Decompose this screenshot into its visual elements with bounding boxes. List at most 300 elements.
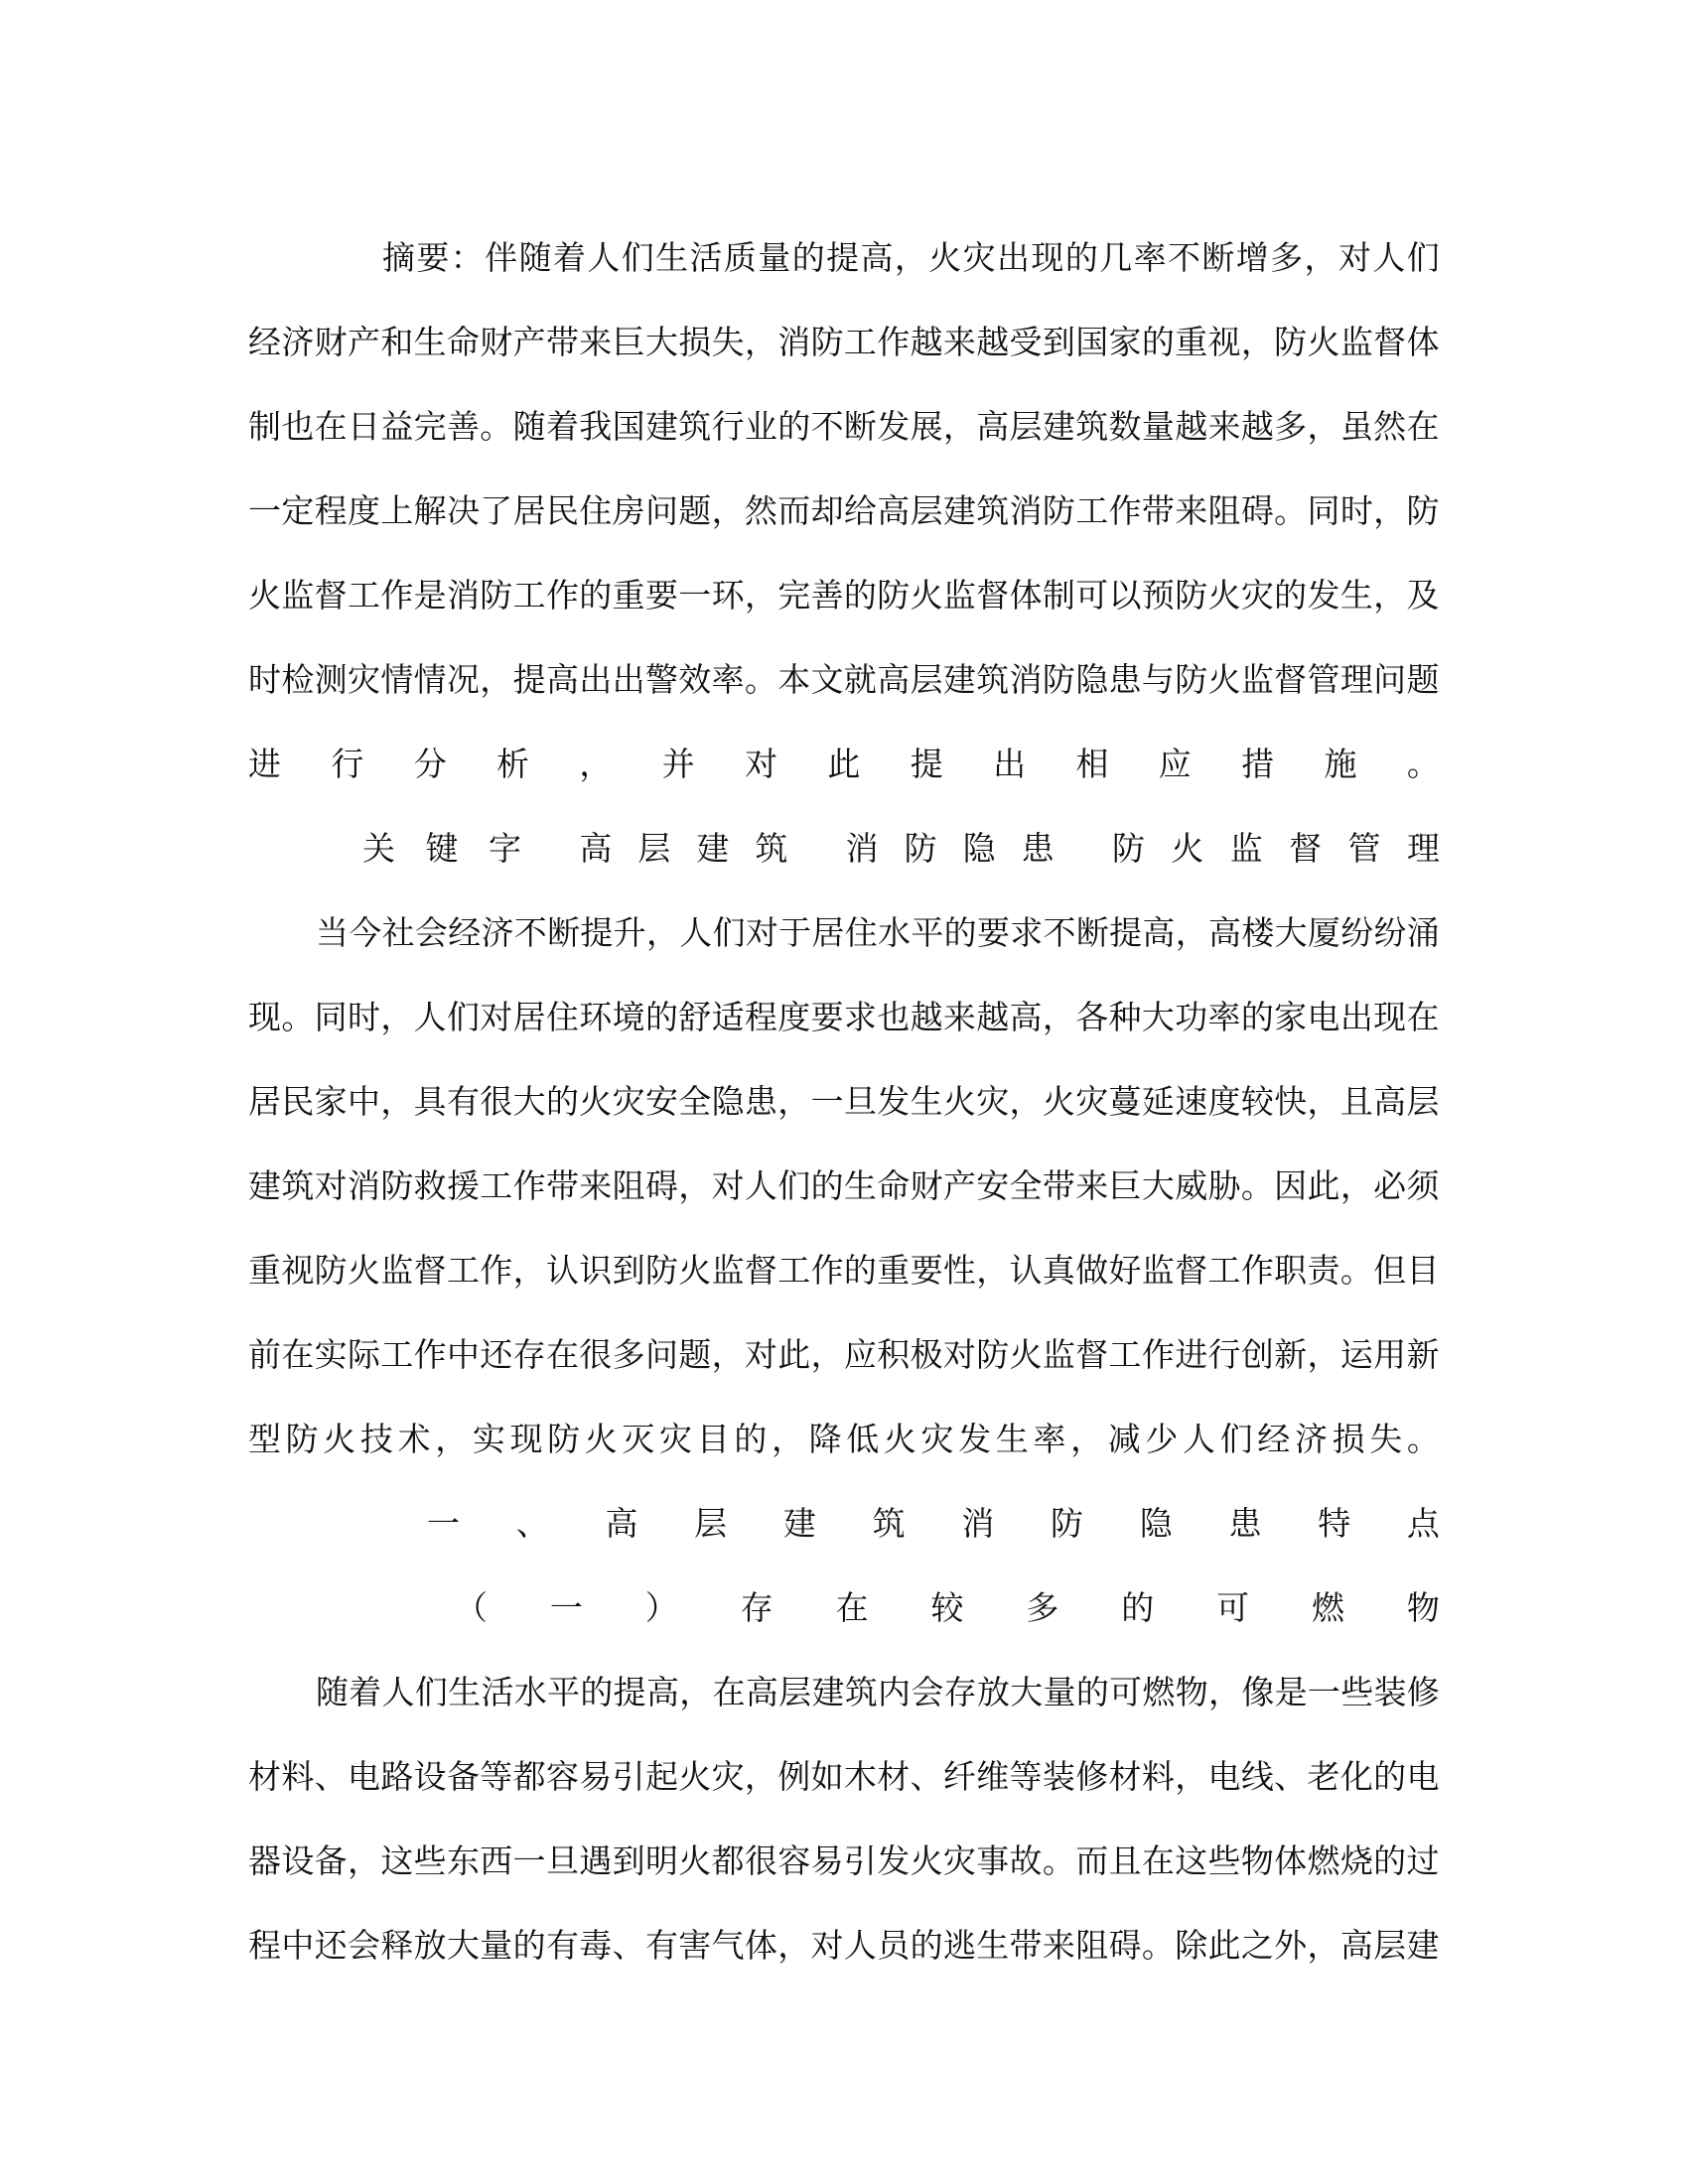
glyph: 灾 — [612, 1082, 645, 1121]
abstract-line — [248, 735, 1440, 794]
glyph: 好 — [1108, 1251, 1142, 1290]
glyph: 但 — [1373, 1251, 1407, 1290]
glyph: 工 — [512, 576, 546, 614]
glyph: 纤 — [942, 1757, 976, 1796]
glyph: 很 — [579, 1335, 613, 1374]
glyph: 一 — [427, 1504, 460, 1543]
glyph: 此 — [777, 1335, 811, 1374]
glyph: 筑 — [281, 1166, 315, 1205]
glyph: 要 — [416, 238, 450, 277]
glyph: 提 — [613, 1673, 646, 1711]
glyph: 的 — [734, 1420, 768, 1458]
glyph: 涌 — [1406, 913, 1440, 952]
glyph: 人 — [587, 238, 621, 277]
glyph: ， — [942, 407, 976, 446]
glyph: 快 — [1274, 1082, 1308, 1121]
glyph: 消 — [1009, 491, 1043, 530]
glyph: 员 — [877, 1926, 911, 1965]
glyph: 济 — [281, 323, 315, 361]
glyph: 筑 — [678, 407, 712, 446]
glyph: 防 — [380, 1166, 414, 1205]
glyph: 患 — [1021, 829, 1055, 868]
glyph: 发 — [1307, 576, 1340, 614]
glyph: 随 — [316, 1673, 349, 1711]
glyph: 设 — [413, 1757, 447, 1796]
glyph: 环 — [579, 998, 613, 1036]
glyph: 对 — [745, 745, 778, 783]
glyph: （ — [455, 1588, 488, 1627]
glyph: 财 — [910, 1166, 943, 1205]
glyph: 活 — [481, 1673, 514, 1711]
glyph: 装 — [1042, 1757, 1075, 1796]
glyph: 建 — [942, 491, 976, 530]
glyph: 重 — [248, 1251, 281, 1290]
glyph: 监 — [942, 576, 976, 614]
glyph: 楼 — [1241, 913, 1275, 952]
glyph: 、 — [910, 1757, 943, 1796]
glyph: 量 — [1141, 407, 1175, 446]
glyph: 人 — [1183, 1420, 1216, 1458]
glyph: 的 — [910, 1926, 943, 1965]
glyph: ， — [678, 1166, 712, 1205]
glyph: 消 — [1009, 660, 1043, 699]
glyph: 一 — [678, 576, 712, 614]
glyph: 多 — [1270, 238, 1304, 277]
glyph: 防 — [1111, 829, 1145, 868]
glyph: 的 — [843, 1251, 877, 1290]
glyph: 材 — [248, 1757, 281, 1796]
glyph: 消 — [347, 1166, 380, 1205]
glyph: 视 — [281, 1251, 315, 1290]
glyph: 字 — [489, 829, 521, 868]
glyph: ， — [1070, 1420, 1104, 1458]
glyph: 有 — [446, 1082, 480, 1121]
glyph: 产 — [347, 323, 380, 361]
glyph: 的 — [943, 913, 977, 952]
glyph: ， — [512, 1251, 546, 1290]
glyph: 创 — [1240, 1335, 1274, 1374]
glyph: 人 — [744, 1166, 777, 1205]
glyph: 工 — [1108, 1335, 1142, 1374]
glyph: 住 — [545, 998, 579, 1036]
intro-line — [248, 988, 1440, 1047]
intro-line — [248, 1072, 1440, 1132]
glyph: 一 — [810, 1082, 844, 1121]
glyph: 一 — [549, 1588, 583, 1627]
glyph: 一 — [1307, 1673, 1340, 1711]
glyph: 的 — [512, 1926, 546, 1965]
glyph: ， — [1175, 1757, 1208, 1796]
glyph: 重 — [1175, 323, 1208, 361]
glyph: 出 — [997, 238, 1031, 277]
glyph: 火 — [1207, 576, 1241, 614]
glyph: 度 — [347, 491, 380, 530]
glyph: 威 — [1175, 1166, 1208, 1205]
glyph: 高 — [860, 238, 894, 277]
glyph: 低 — [846, 1420, 880, 1458]
intro-line — [248, 1157, 1440, 1216]
glyph: 胁 — [1207, 1166, 1241, 1205]
glyph: 文 — [810, 660, 844, 699]
glyph: 量 — [758, 238, 791, 277]
glyph: 建 — [1042, 407, 1075, 446]
glyph: 备 — [446, 1757, 480, 1796]
glyph: 建 — [696, 829, 730, 868]
glyph: 工 — [480, 1166, 513, 1205]
glyph: 居 — [512, 491, 546, 530]
glyph: 筑 — [1075, 407, 1109, 446]
glyph: 题 — [1406, 660, 1440, 699]
glyph: 较 — [930, 1588, 964, 1627]
glyph: 人 — [413, 998, 447, 1036]
glyph: 命 — [877, 1166, 911, 1205]
glyph: 水 — [513, 1673, 547, 1711]
glyph: 防 — [976, 1335, 1010, 1374]
glyph: 建 — [811, 1673, 845, 1711]
glyph: 纷 — [1373, 913, 1407, 952]
glyph: 也 — [877, 998, 911, 1036]
glyph: 、 — [515, 1504, 549, 1543]
glyph: 带 — [1141, 491, 1175, 530]
glyph: 高 — [1373, 1082, 1407, 1121]
glyph: 少 — [1145, 1420, 1179, 1458]
glyph: 防 — [1051, 1504, 1084, 1543]
glyph: 善 — [810, 576, 844, 614]
glyph: ， — [1304, 238, 1337, 277]
glyph: 重 — [612, 576, 645, 614]
glyph: 过 — [1406, 1842, 1440, 1880]
glyph: 此 — [827, 745, 861, 783]
glyph: 防 — [1406, 491, 1440, 530]
glyph: 防 — [1175, 576, 1208, 614]
glyph: 速 — [1175, 1082, 1208, 1121]
glyph: 是 — [413, 576, 447, 614]
glyph: 不 — [810, 407, 844, 446]
glyph: 火 — [579, 1082, 613, 1121]
glyph: 作 — [877, 323, 911, 361]
glyph: 并 — [661, 745, 695, 783]
glyph: 国 — [1075, 323, 1109, 361]
glyph: 性 — [942, 1251, 976, 1290]
glyph: ， — [1307, 407, 1340, 446]
glyph: 程 — [314, 491, 348, 530]
glyph: 种 — [1108, 998, 1142, 1036]
glyph: 像 — [1241, 1673, 1275, 1711]
glyph: 们 — [621, 238, 654, 277]
glyph: 高 — [1208, 913, 1242, 952]
glyph: 在 — [1141, 1842, 1175, 1880]
glyph: 来 — [1042, 1926, 1075, 1965]
keyword — [846, 819, 1055, 879]
glyph: 会 — [414, 913, 448, 952]
glyph: 虽 — [1339, 407, 1373, 446]
glyph: 易 — [810, 1842, 844, 1880]
glyph: 因 — [1274, 1166, 1308, 1205]
glyph: 都 — [512, 1757, 546, 1796]
glyph: 居 — [811, 913, 845, 952]
glyph: 提 — [1109, 913, 1143, 952]
glyph: 目 — [696, 1420, 730, 1458]
glyph: 须 — [1406, 1166, 1440, 1205]
glyph: 蔓 — [1108, 1082, 1142, 1121]
glyph: 出 — [579, 660, 613, 699]
glyph: 火 — [910, 1842, 943, 1880]
glyph: 人 — [679, 913, 713, 952]
glyph: 的 — [1121, 1588, 1155, 1627]
glyph: ， — [435, 1420, 469, 1458]
glyph: 引 — [612, 1757, 645, 1796]
glyph: 救 — [413, 1166, 447, 1205]
glyph: 、 — [1274, 1757, 1308, 1796]
glyph: 防 — [1175, 660, 1208, 699]
glyph: 工 — [1207, 1251, 1241, 1290]
glyph: 害 — [678, 1926, 712, 1965]
glyph: 不 — [1043, 913, 1076, 952]
glyph: 引 — [843, 1842, 877, 1880]
glyph: 业 — [744, 407, 777, 446]
glyph: 发 — [877, 1082, 911, 1121]
glyph: 来 — [579, 1166, 613, 1205]
glyph: 在 — [1406, 998, 1440, 1036]
glyph: 出 — [993, 745, 1027, 783]
intro-line — [248, 1325, 1440, 1385]
glyph: 伴 — [485, 238, 518, 277]
glyph: 题 — [678, 1335, 712, 1374]
glyph: ， — [744, 576, 777, 614]
glyph: 求 — [843, 998, 877, 1036]
glyph: 层 — [1373, 1926, 1407, 1965]
glyph: 社 — [381, 913, 415, 952]
glyph: 提 — [826, 238, 860, 277]
glyph: 材 — [1108, 1757, 1142, 1796]
glyph: 新 — [1406, 1335, 1440, 1374]
glyph: 境 — [612, 998, 645, 1036]
glyph: 带 — [1009, 1926, 1043, 1965]
glyph: 定 — [281, 491, 315, 530]
glyph: 燃 — [1307, 1842, 1340, 1880]
glyph: 工 — [446, 1251, 480, 1290]
glyph: 层 — [1406, 1082, 1440, 1121]
glyph: 率 — [1133, 238, 1167, 277]
glyph: 上 — [380, 491, 414, 530]
glyph: 提 — [580, 913, 614, 952]
glyph: 都 — [711, 1842, 745, 1880]
glyph: 的 — [580, 1673, 614, 1711]
glyph: 高 — [877, 491, 911, 530]
glyph: 消 — [961, 1504, 995, 1543]
glyph: 中 — [446, 1335, 480, 1374]
glyph: ） — [644, 1588, 678, 1627]
glyph: 毒 — [579, 1926, 613, 1965]
glyph: ， — [777, 1926, 811, 1965]
glyph: 家 — [1274, 998, 1308, 1036]
glyph: 就 — [843, 660, 877, 699]
glyph: 生 — [843, 1166, 877, 1205]
glyph: 善 — [446, 407, 480, 446]
glyph: 的 — [777, 407, 811, 446]
glyph: 住 — [844, 913, 878, 952]
glyph: 平 — [911, 913, 944, 952]
glyph: 延 — [1141, 1082, 1175, 1121]
glyph: 工 — [347, 576, 380, 614]
keyword — [579, 819, 787, 879]
glyph: 可 — [1075, 576, 1109, 614]
glyph: 很 — [744, 1842, 777, 1880]
glyph: 房 — [612, 491, 645, 530]
glyph: 对 — [745, 913, 778, 952]
glyph: ， — [1208, 1673, 1242, 1711]
glyph: 行 — [711, 407, 745, 446]
glyph: 而 — [777, 491, 811, 530]
glyph: 舒 — [678, 998, 712, 1036]
glyph: 们 — [446, 998, 480, 1036]
glyph: 点 — [1406, 1504, 1440, 1543]
glyph: 制 — [248, 407, 281, 446]
glyph: 作 — [1108, 491, 1142, 530]
glyph: 层 — [1009, 407, 1043, 446]
glyph: 且 — [1108, 1842, 1142, 1880]
glyph: 然 — [1373, 407, 1407, 446]
glyph: ， — [1307, 1082, 1340, 1121]
intro-line — [316, 903, 1440, 963]
glyph: 要 — [910, 1251, 943, 1290]
glyph: 火 — [910, 576, 943, 614]
glyph: 明 — [644, 1842, 678, 1880]
glyph: 水 — [878, 913, 912, 952]
glyph: 越 — [1240, 407, 1274, 446]
glyph: 火 — [1009, 1335, 1043, 1374]
glyph: 大 — [446, 1926, 480, 1965]
glyph: 逃 — [942, 1926, 976, 1965]
glyph: 的 — [579, 576, 613, 614]
glyph: 活 — [689, 238, 723, 277]
glyph: 安 — [976, 1166, 1010, 1205]
glyph: 监 — [1339, 323, 1373, 361]
glyph: 益 — [380, 407, 414, 446]
glyph: 旦 — [545, 1842, 579, 1880]
glyph: ： — [450, 238, 484, 277]
glyph: 行 — [1207, 1335, 1241, 1374]
glyph: ， — [976, 1251, 1010, 1290]
glyph: 工 — [777, 1251, 811, 1290]
glyph: 程 — [744, 998, 777, 1036]
glyph: 存 — [512, 1335, 546, 1374]
glyph: 大 — [644, 323, 678, 361]
glyph: 化 — [1339, 1757, 1373, 1796]
glyph: 器 — [248, 1842, 281, 1880]
glyph: 设 — [281, 1842, 315, 1880]
glyph: ， — [777, 1082, 811, 1121]
glyph: 会 — [347, 1926, 380, 1965]
glyph: 现 — [509, 1420, 543, 1458]
glyph: 率 — [711, 660, 745, 699]
glyph: 火 — [1207, 660, 1241, 699]
glyph: 况 — [446, 660, 480, 699]
glyph: 时 — [347, 998, 380, 1036]
section-line — [248, 1916, 1440, 1976]
glyph: ， — [744, 323, 777, 361]
glyph: 在 — [712, 1673, 746, 1711]
glyph: 如 — [810, 1757, 844, 1796]
glyph: 督 — [1373, 323, 1407, 361]
glyph: 隐 — [962, 829, 996, 868]
glyph: 目 — [1406, 1251, 1440, 1290]
glyph: 隐 — [711, 1082, 745, 1121]
glyph: 等 — [480, 1757, 513, 1796]
glyph: 管 — [1307, 660, 1340, 699]
glyph: 援 — [446, 1166, 480, 1205]
glyph: 阻 — [1075, 1926, 1109, 1965]
glyph: 防 — [644, 1251, 678, 1290]
glyph: 厦 — [1307, 913, 1340, 952]
glyph: 体 — [1009, 576, 1043, 614]
glyph: 监 — [711, 1251, 745, 1290]
glyph: 随 — [518, 238, 552, 277]
glyph: 材 — [877, 1757, 911, 1796]
glyph: 碍 — [1240, 491, 1274, 530]
glyph: 燃 — [1142, 1673, 1176, 1711]
glyph: 内 — [878, 1673, 912, 1711]
glyph: 财 — [314, 323, 348, 361]
glyph: 灾 — [711, 1757, 745, 1796]
glyph: 消 — [845, 829, 879, 868]
glyph: 着 — [552, 238, 586, 277]
glyph: 等 — [1009, 1757, 1043, 1796]
glyph: 决 — [446, 491, 480, 530]
glyph: ， — [744, 1757, 777, 1796]
glyph: 西 — [480, 1842, 513, 1880]
glyph: 容 — [777, 1842, 811, 1880]
glyph: 层 — [910, 491, 943, 530]
glyph: 问 — [1373, 660, 1407, 699]
glyph: 的 — [1075, 1673, 1109, 1711]
glyph: 督 — [744, 1251, 777, 1290]
glyph: 进 — [1175, 1335, 1208, 1374]
glyph: 越 — [910, 998, 943, 1036]
glyph: 这 — [1175, 1842, 1208, 1880]
glyph: 型 — [248, 1420, 281, 1458]
glyph: 国 — [612, 407, 645, 446]
glyph: 我 — [579, 407, 613, 446]
glyph: 巨 — [1108, 1166, 1142, 1205]
glyph: 灾 — [962, 238, 996, 277]
glyph: 建 — [644, 407, 678, 446]
glyph: 进 — [248, 745, 281, 783]
glyph: 防 — [1274, 323, 1308, 361]
glyph: 烧 — [1339, 1842, 1373, 1880]
glyph: 火 — [678, 1757, 712, 1796]
glyph: 认 — [1009, 1251, 1043, 1290]
glyph: 作 — [1141, 1335, 1175, 1374]
glyph: ， — [711, 1335, 745, 1374]
glyph: 隐 — [1075, 660, 1109, 699]
glyph: 出 — [612, 660, 645, 699]
glyph: 在 — [1406, 407, 1440, 446]
glyph: 中 — [347, 1082, 380, 1121]
glyph: 木 — [843, 1757, 877, 1796]
glyph: 此 — [1307, 1166, 1340, 1205]
glyph: 人 — [1372, 238, 1406, 277]
glyph: 失 — [711, 323, 745, 361]
glyph: 会 — [911, 1673, 944, 1711]
glyph: 今 — [349, 913, 382, 952]
glyph: 测 — [314, 660, 348, 699]
glyph: 灾 — [1240, 576, 1274, 614]
glyph: 作 — [1240, 1251, 1274, 1290]
glyph: 们 — [777, 1166, 811, 1205]
glyph: 装 — [1373, 1673, 1407, 1711]
glyph: 灾 — [920, 1420, 954, 1458]
